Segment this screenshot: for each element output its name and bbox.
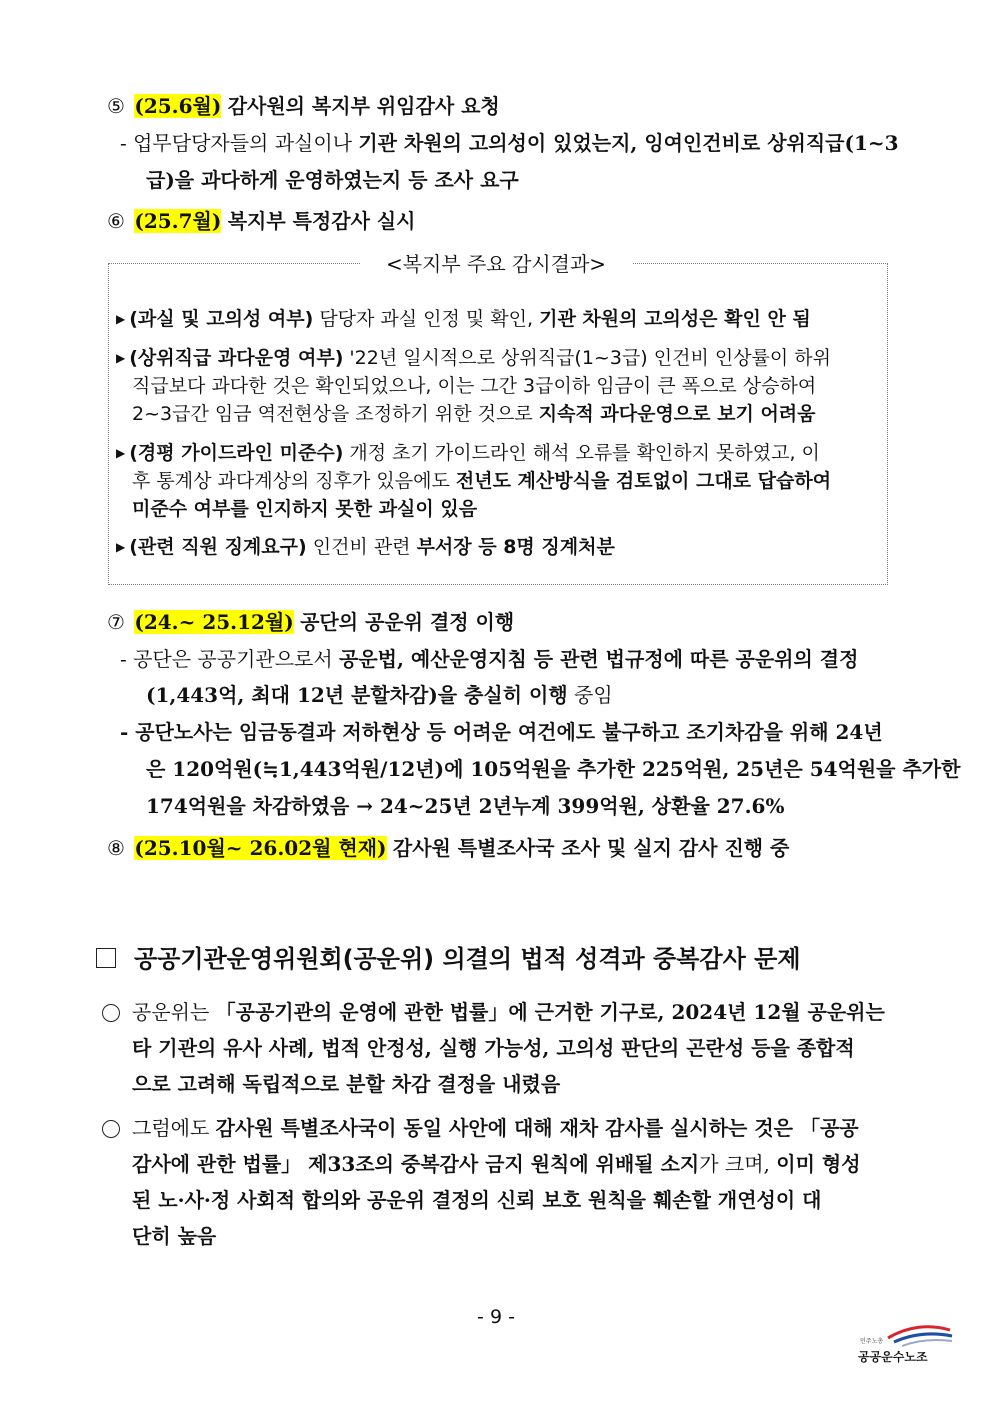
item7-title: 공단의 공운위 결정 이행 xyxy=(300,610,515,634)
section-heading: 공공기관운영위원회(공운위) 의결의 법적 성격과 중복감사 문제 xyxy=(134,945,801,973)
triangle-right-icon: ▶ xyxy=(116,351,126,365)
logo-small-text: 민주노총 xyxy=(860,1338,884,1345)
section-p1-line3: 으로 고려해 독립적으로 분할 차감 결정을 내렸음 xyxy=(132,1072,561,1096)
box-bullet-4: ▶ (관련 직원 징계요구) 인건비 관련 부서장 등 8명 징계처분 xyxy=(116,536,615,558)
square-icon xyxy=(96,948,116,968)
circle-icon xyxy=(102,1120,120,1138)
triangle-right-icon: ▶ xyxy=(116,446,126,460)
item8-date: (25.10월~ 26.02월 현재) xyxy=(134,836,387,860)
item8-heading: ⑧ (25.10월~ 26.02월 현재) 감사원 특별조사국 조사 및 실지 감사 진행 중 xyxy=(107,836,790,860)
box-bullet-2-line3: 2~3급간 임금 역전현상을 조정하기 위한 것으로 지속적 과다운영으로 보기 어려움 xyxy=(132,403,816,425)
item7-heading: ⑦ (24.~ 25.12월) 공단의 공운위 결정 이행 xyxy=(107,610,515,634)
box-bullet-2-line2: 직급보다 과다한 것은 확인되었으나, 이는 그간 3급이하 임금이 큰 폭으로 상승하여 xyxy=(132,375,817,397)
item5-title: 감사원의 복지부 위임감사 요청 xyxy=(227,94,500,118)
circle-icon xyxy=(102,1004,120,1022)
box-bullet-1: ▶ (과실 및 고의성 여부) 담당자 과실 인정 및 확인, 기관 차원의 고의성은 확인 안 됨 xyxy=(116,308,811,330)
item7-p2-line2: 은 120억원(≒1,443억원/12년)에 105억원을 추가한 225억원, 25년은 54억원을 추가한 xyxy=(146,757,961,781)
triangle-right-icon: ▶ xyxy=(116,312,126,326)
item7-p1-line2: (1,443억, 최대 12년 분할차감)을 충실히 이행 중임 xyxy=(146,683,613,707)
item5-date: (25.6월) xyxy=(134,94,222,118)
box-bullet-2: ▶ (상위직급 과다운영 여부) '22년 일시적으로 상위직급(1~3급) 인건비 인상률이 하위 xyxy=(116,347,832,369)
item5-detail-line2: 급)을 과다하게 운영하였는지 등 조사 요구 xyxy=(146,168,519,192)
item6-heading: ⑥ (25.7월) 복지부 특정감사 실시 xyxy=(107,209,416,233)
triangle-right-icon: ▶ xyxy=(116,540,126,554)
section-p2-line1: 그럼에도 감사원 특별조사국이 동일 사안에 대해 재차 감사를 실시하는 것은 「공공 xyxy=(132,1116,859,1140)
logo-text: 공공운수노조 xyxy=(858,1350,928,1364)
section-p2-line4: 단히 높음 xyxy=(132,1224,217,1248)
union-logo xyxy=(858,1322,954,1370)
section-p1-line1: 공운위는 「공공기관의 운영에 관한 법률」에 근거한 기구로, 2024년 12월 공운위는 xyxy=(132,1000,885,1024)
item7-date: (24.~ 25.12월) xyxy=(134,610,294,634)
section-p2-line3: 된 노·사·정 사회적 합의와 공운위 결정의 신뢰 보호 원칙을 훼손할 개연성이 대 xyxy=(132,1188,822,1212)
item7-p1-line1: - 공단은 공공기관으로서 공운법, 예산운영지침 등 관련 법규정에 따른 공운위의 결정 xyxy=(120,647,859,671)
item7-p2-line3: 174억원을 차감하였음 → 24~25년 2년누계 399억원, 상환율 27.6% xyxy=(146,794,785,818)
section-p1-line2: 타 기관의 유사 사례, 법적 안정성, 실행 가능성, 고의성 판단의 곤란성 등을 종합적 xyxy=(132,1036,855,1060)
page-number: - 9 - xyxy=(477,1306,515,1328)
item5-heading: ⑤ (25.6월) 감사원의 복지부 위임감사 요청 xyxy=(107,94,500,118)
item7-p2-line1: - 공단노사는 임금동결과 저하현상 등 어려운 여건에도 불구하고 조기차감을 위해 24년 xyxy=(120,720,883,744)
audit-results-title: <복지부 주요 감시결과> xyxy=(360,250,632,278)
item8-title: 감사원 특별조사국 조사 및 실지 감사 진행 중 xyxy=(392,836,790,860)
box-bullet-3: ▶ (경평 가이드라인 미준수) 개정 초기 가이드라인 해석 오류를 확인하지 못하였고, 이 xyxy=(116,442,820,464)
section-p2-line2: 감사에 관한 법률」 제33조의 중복감사 금지 원칙에 위배될 소지가 크며, 이미 형성 xyxy=(132,1152,861,1176)
box-bullet-3-line2: 후 통계상 과다계상의 징후가 있음에도 전년도 계산방식을 검토없이 그대로 답습하여 xyxy=(132,470,832,492)
box-bullet-3-line3: 미준수 여부를 인지하지 못한 과실이 있음 xyxy=(132,498,478,520)
item6-date: (25.7월) xyxy=(134,209,222,233)
item5-detail-line1: - 업무담당자들의 과실이나 기관 차원의 고의성이 있었는지, 잉여인건비로 상위직급(1~3 xyxy=(120,131,899,155)
item6-title: 복지부 특정감사 실시 xyxy=(227,209,416,233)
